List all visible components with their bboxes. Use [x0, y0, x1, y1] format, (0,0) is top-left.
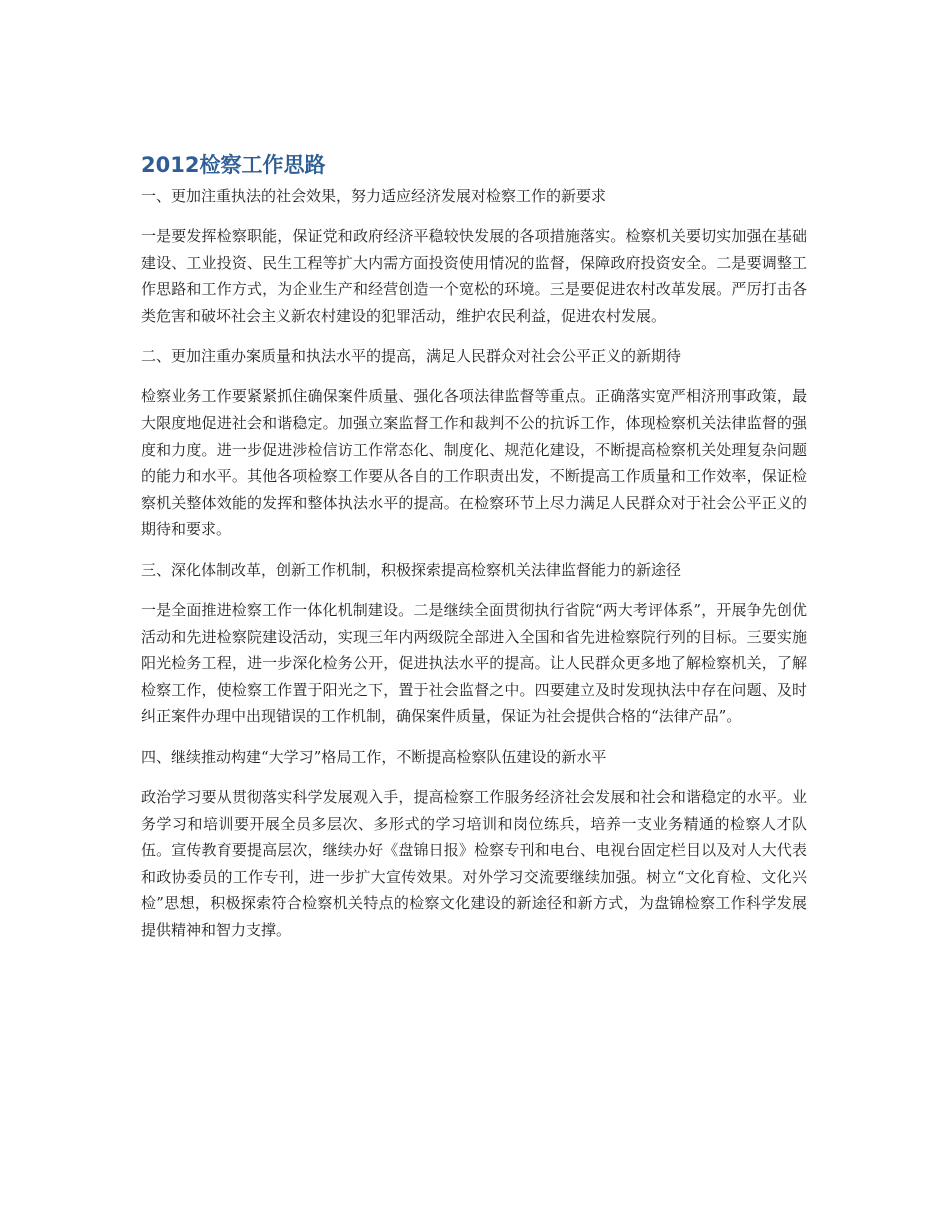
section-1-heading: 一、更加注重执法的社会效果，努力适应经济发展对检察工作的新要求 [141, 187, 607, 205]
section-2-heading: 二、更加注重办案质量和执法水平的提高，满足人民群众对社会公平正义的新期待 [141, 347, 682, 366]
document-title: 2012检察工作思路 [141, 153, 326, 177]
section-3-heading: 三、深化体制改革，创新工作机制，积极探索提高检察机关法律监督能力的新途径 [141, 560, 682, 579]
section-2-paragraph: 检察业务工作要紧紧抓住确保案件质量、强化各项法律监督等重点。正确落实宽严相济刑事政策，最大限度地促进社会和谐稳定。加强立案监督工作和裁判不公的抗诉工作，体现检察机关法律监督的强度和力度。进一步促进涉检信访工作常态化、制度化、规范化建设，不断提高检察机关处理复杂问题的能力和水平。其他各项检察工作要从各自的工作职责出发，不断提高工作质量和工作效率，保证检察机关整体效能的发挥和整体执法水平的提高。在检察环节上尽力满足人民群众对于社会公平正义的期待和要求。 [141, 387, 807, 539]
section-3-paragraph: 一是全面推进检察工作一体化机制建设。二是继续全面贯彻执行省院“两大考评体系”，开展争先创优活动和先进检察院建设活动，实现三年内两级院全部进入全国和省先进检察院行列的目标。三要实施阳光检务工程，进一步深化检务公开，促进执法水平的提高。让人民群众更多地了解检察机关，了解检察工作，使检察工作置于阳光之下，置于社会监督之中。四要建立及时发现执法中存在问题、及时纠正案件办理中出现错误的工作机制，确保案件质量，保证为社会提供合格的“法律产品”。 [141, 600, 807, 726]
section-1-paragraph: 一是要发挥检察职能，保证党和政府经济平稳较快发展的各项措施落实。检察机关要切实加强在基础建设、工业投资、民生工程等扩大内需方面投资使用情况的监督，保障政府投资安全。二是要调整工作思路和工作方式，为企业生产和经营创造一个宽松的环境。三是要促进农村改革发展。严厉打击各类危害和破坏社会主义新农村建设的犯罪活动，维护农民利益，促进农村发展。 [141, 227, 807, 325]
section-4-paragraph: 政治学习要从贯彻落实科学发展观入手，提高检察工作服务经济社会发展和社会和谐稳定的水平。业务学习和培训要开展全员多层次、多形式的学习培训和岗位练兵，培养一支业务精通的检察人才队伍。宣传教育要提高层次，继续办好《盘锦日报》检察专刊和电台、电视台固定栏目以及对人大代表和政协委员的工作专刊，进一步扩大宣传效果。对外学习交流要继续加强。树立“文化育检、文化兴检”思想，积极探索符合检察机关特点的检察文化建设的新途径和新方式，为盘锦检察工作科学发展提供精神和智力支撑。 [141, 787, 807, 939]
section-4-heading: 四、继续推动构建“大学习”格局工作，不断提高检察队伍建设的新水平 [141, 747, 607, 766]
document-page [141, 150, 807, 958]
